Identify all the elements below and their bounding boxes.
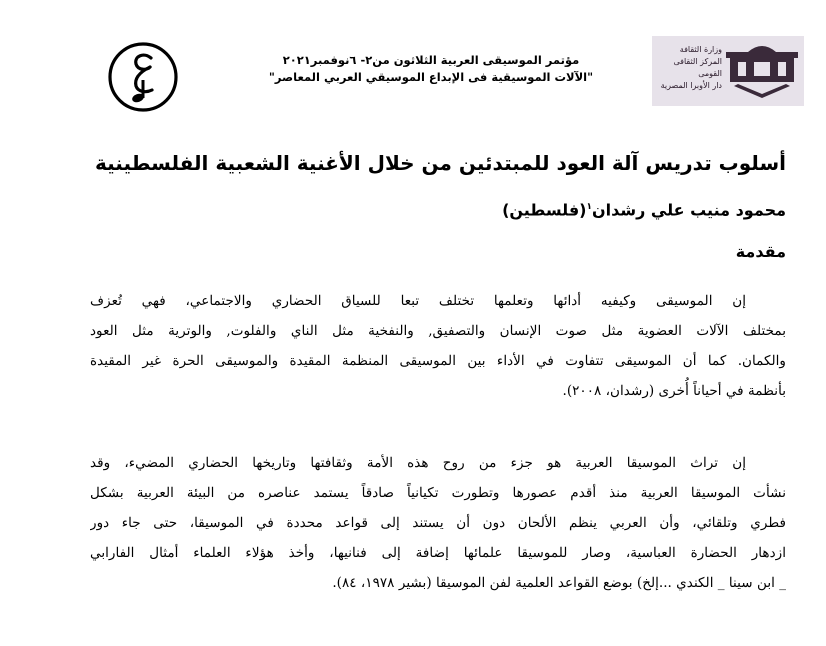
paragraph-line: _ ابن سينا _ الكندي ...إلخ) بوضع القواعد العلمية لفن الموسيقا (بشير ١٩٧٨، ٨٤).: [332, 575, 786, 591]
section-heading: مقدمة: [735, 242, 786, 261]
author-country: (فلسطين): [502, 200, 587, 220]
ministry-logo-line: وزارة الثقافة: [679, 45, 722, 54]
conference-header: [230, 52, 632, 86]
conference-title-line: مؤتمر الموسيقى العربية الثلاثون من٢- ٦نوفمبر٢٠٢١: [282, 53, 580, 67]
opera-house-icon: [724, 42, 800, 102]
conference-theme-line: "الآلات الموسيقية فى الإبداع الموسيقي العربي المعاصر": [268, 70, 594, 84]
paragraph-line: إن تراث الموسيقا العربية هو جزء من روح هذه الأمة وثقافتها وتاريخها الحضاري المضيء، وقد: [90, 455, 746, 471]
paragraph-line: ازدهار الحضارة العباسية، وصار للموسيقا علمائها إضافة إلى فنانيها، وأخذ هؤلاء العلماء أمثال الفارابي: [90, 545, 786, 561]
paper-title: أسلوب تدريس آلة العود للمبتدئين من خلال الأغنية الشعبية الفلسطينية: [95, 151, 786, 175]
conference-logo-icon: [106, 40, 180, 114]
author-footnote-mark: ١: [586, 202, 592, 212]
ministry-logo-text: [654, 44, 722, 92]
paragraph-2: [90, 448, 786, 598]
ministry-logo-line: المركز الثقافى القومى: [673, 57, 722, 78]
paragraph-line: نشأت الموسيقا العربية منذ أقدم عصورها وتطورت تكيانياً صادقاً يستمد عناصره من البيئة العربية بشكل: [90, 485, 786, 501]
paragraph-line: بأنظمة في أحياناً أُخرى (رشدان، ٢٠٠٨).: [562, 383, 786, 399]
paragraph-line: بمختلف الآلات العضوية مثل صوت الإنسان والتصفيق, والنفخية مثل الناي والفلوت, والوترية مثل العود: [90, 323, 786, 339]
paragraph-line: والكمان. كما أن الموسيقى تتفاوت في الأداء بين الموسيقى المنظمة المقيدة والموسيقى الحرة غير المقيدة: [90, 353, 786, 369]
paragraph-1: [90, 286, 786, 406]
ministry-logo-line: دار الأوبرا المصرية: [660, 81, 722, 90]
paragraph-line: فطري وتلقائي، وأن العربي ينظم الألحان دون أن يستند إلى قواعد محددة في الموسيقا، حتى جاء دور: [90, 515, 786, 531]
author-name: محمود منيب علي رشدان: [592, 200, 786, 220]
author-line: [60, 194, 786, 223]
ministry-logo: [652, 36, 804, 106]
paragraph-line: إن الموسيقى وكيفيه أدائها وتعلمها تختلف تبعا للسياق الحضاري والاجتماعي، فهي تُعزف: [90, 293, 746, 309]
